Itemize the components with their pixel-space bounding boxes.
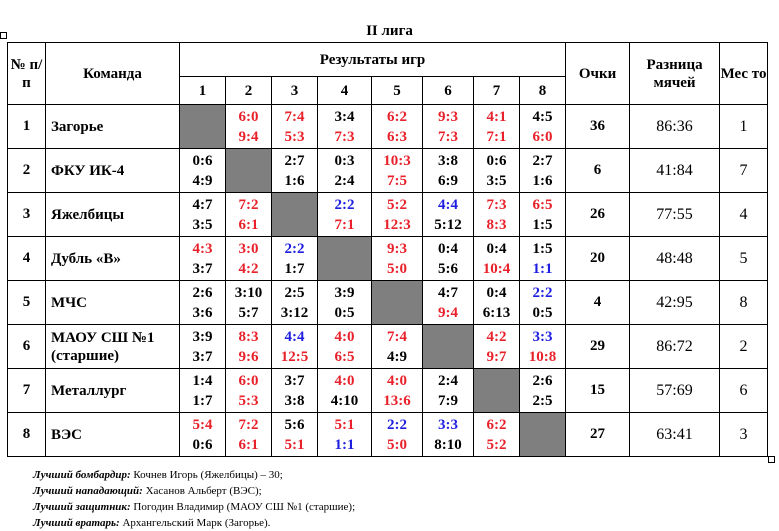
table-row: [8, 325, 768, 369]
home-score: 2:4: [438, 372, 458, 389]
self-match-cell: [423, 325, 474, 369]
score-cell: [372, 149, 423, 193]
home-score: 4:0: [334, 372, 355, 389]
away-score: 8:3: [486, 216, 507, 233]
row-number: 8: [8, 413, 46, 457]
away-score: 9:7: [486, 348, 507, 365]
home-score: 7:2: [238, 416, 259, 433]
away-score: 6:3: [387, 128, 407, 145]
score-cell: [180, 193, 226, 237]
note-text: Архангельский Марк (Загорье).: [119, 517, 271, 529]
awards-notes: [33, 467, 355, 531]
home-score: 7:4: [387, 328, 407, 345]
score-cell: [372, 237, 423, 281]
score-cell: [272, 149, 318, 193]
home-score: 2:6: [532, 372, 553, 389]
note-text: Погодин Владимир (МАОУ СШ №1 (старшие);: [130, 501, 356, 513]
away-score: 5:7: [238, 304, 259, 321]
row-number: 3: [8, 193, 46, 237]
score-cell: [423, 149, 474, 193]
score-cell: [272, 413, 318, 457]
home-score: 4:2: [486, 328, 507, 345]
away-score: 6:9: [438, 172, 458, 189]
home-score: 7:3: [486, 196, 507, 213]
score-cell: [520, 105, 566, 149]
home-score: 0:3: [334, 152, 355, 169]
home-score: 10:3: [383, 152, 411, 169]
score-cell: [423, 369, 474, 413]
home-score: 0:4: [486, 284, 507, 301]
table-resize-handle[interactable]: [768, 456, 775, 463]
goal-diff-cell: 42:95: [630, 281, 720, 325]
score-cell: [474, 193, 520, 237]
score-cell: [180, 413, 226, 457]
home-score: 5:4: [192, 416, 213, 433]
score-cell: [180, 149, 226, 193]
points-cell: 36: [566, 105, 630, 149]
away-score: 2:5: [532, 392, 553, 409]
table-row: [8, 149, 768, 193]
away-score: 7:3: [438, 128, 458, 145]
away-score: 7:1: [334, 216, 355, 233]
home-score: 2:2: [387, 416, 407, 433]
row-number: 1: [8, 105, 46, 149]
home-score: 2:2: [532, 284, 553, 301]
place-cell: 6: [720, 369, 768, 413]
header-team: Команда: [46, 43, 180, 105]
away-score: 1:7: [284, 260, 305, 277]
home-score: 6:2: [387, 108, 407, 125]
score-cell: [180, 325, 226, 369]
goal-diff-cell: 57:69: [630, 369, 720, 413]
home-score: 5:1: [334, 416, 355, 433]
header-col-1: 1: [180, 77, 226, 105]
self-match-cell: [474, 369, 520, 413]
goal-diff-cell: 48:48: [630, 237, 720, 281]
home-score: 4:4: [438, 196, 458, 213]
table-row: [8, 369, 768, 413]
away-score: 3:12: [280, 304, 309, 321]
note-line: [33, 467, 355, 483]
row-number: 6: [8, 325, 46, 369]
note-line: [33, 515, 355, 531]
self-match-cell: [520, 413, 566, 457]
away-score: 0:5: [334, 304, 355, 321]
header-num: № п/п: [8, 43, 46, 105]
self-match-cell: [180, 105, 226, 149]
header-col-6: 6: [423, 77, 474, 105]
away-score: 5:6: [438, 260, 458, 277]
score-cell: [226, 325, 272, 369]
score-cell: [226, 281, 272, 325]
away-score: 5:1: [284, 436, 305, 453]
note-line: [33, 499, 355, 515]
home-score: 4:5: [532, 108, 553, 125]
note-label: Лучший вратарь:: [33, 517, 120, 529]
home-score: 8:3: [238, 328, 259, 345]
score-cell: [272, 325, 318, 369]
away-score: 12:5: [280, 348, 309, 365]
score-cell: [226, 105, 272, 149]
home-score: 6:5: [532, 196, 553, 213]
place-cell: 8: [720, 281, 768, 325]
score-cell: [226, 193, 272, 237]
away-score: 6:1: [238, 216, 259, 233]
home-score: 3:9: [334, 284, 355, 301]
home-score: 9:3: [438, 108, 458, 125]
row-number: 4: [8, 237, 46, 281]
score-cell: [520, 281, 566, 325]
team-name: МАОУ СШ №1 (старшие): [46, 325, 180, 369]
home-score: 4:7: [438, 284, 458, 301]
score-cell: [180, 237, 226, 281]
goal-diff-cell: 86:36: [630, 105, 720, 149]
away-score: 5:2: [486, 436, 507, 453]
header-col-7: 7: [474, 77, 520, 105]
away-score: 1:6: [532, 172, 553, 189]
points-cell: 20: [566, 237, 630, 281]
home-score: 0:6: [486, 152, 507, 169]
points-cell: 27: [566, 413, 630, 457]
home-score: 4:1: [486, 108, 507, 125]
away-score: 3:5: [486, 172, 507, 189]
home-score: 2:7: [284, 152, 305, 169]
score-cell: [318, 105, 372, 149]
header-col-5: 5: [372, 77, 423, 105]
score-cell: [318, 193, 372, 237]
note-line: [33, 483, 355, 499]
note-label: Лучший нападающий:: [33, 485, 143, 497]
away-score: 0:5: [532, 304, 553, 321]
away-score: 3:6: [192, 304, 213, 321]
away-score: 7:5: [387, 172, 407, 189]
away-score: 10:8: [528, 348, 557, 365]
team-name: Металлург: [46, 369, 180, 413]
score-cell: [272, 105, 318, 149]
header-col-4: 4: [318, 77, 372, 105]
home-score: 3:0: [238, 240, 259, 257]
away-score: 7:1: [486, 128, 507, 145]
score-cell: [520, 237, 566, 281]
row-number: 5: [8, 281, 46, 325]
self-match-cell: [226, 149, 272, 193]
away-score: 9:4: [438, 304, 458, 321]
team-name: МЧС: [46, 281, 180, 325]
header-col-2: 2: [226, 77, 272, 105]
note-text: Хасанов Альберт (ВЭС);: [142, 485, 262, 497]
team-name: Дубль «В»: [46, 237, 180, 281]
away-score: 4:10: [330, 392, 359, 409]
home-score: 6:0: [238, 372, 259, 389]
away-score: 3:7: [192, 348, 213, 365]
away-score: 7:9: [438, 392, 458, 409]
home-score: 0:6: [192, 152, 213, 169]
home-score: 3:4: [334, 108, 355, 125]
standings-table: [7, 42, 768, 457]
away-score: 4:9: [387, 348, 407, 365]
table-row: [8, 413, 768, 457]
team-name: ФКУ ИК-4: [46, 149, 180, 193]
score-cell: [272, 281, 318, 325]
home-score: 6:0: [238, 108, 259, 125]
team-name: Яжелбицы: [46, 193, 180, 237]
score-cell: [474, 237, 520, 281]
row-number: 2: [8, 149, 46, 193]
away-score: 1:7: [192, 392, 213, 409]
away-score: 5:12: [434, 216, 462, 233]
home-score: 2:6: [192, 284, 213, 301]
score-cell: [180, 369, 226, 413]
points-cell: 4: [566, 281, 630, 325]
points-cell: 6: [566, 149, 630, 193]
home-score: 1:5: [532, 240, 553, 257]
table-row: [8, 237, 768, 281]
home-score: 3:8: [438, 152, 458, 169]
points-cell: 29: [566, 325, 630, 369]
score-cell: [318, 325, 372, 369]
away-score: 1:1: [532, 260, 553, 277]
note-label: Лучший бомбардир:: [33, 469, 131, 481]
place-cell: 7: [720, 149, 768, 193]
away-score: 5:0: [387, 260, 407, 277]
note-label: Лучший защитник:: [33, 501, 131, 513]
away-score: 10:4: [482, 260, 511, 277]
home-score: 2:5: [284, 284, 305, 301]
self-match-cell: [372, 281, 423, 325]
score-cell: [474, 149, 520, 193]
goal-diff-cell: 77:55: [630, 193, 720, 237]
score-cell: [318, 413, 372, 457]
home-score: 0:4: [438, 240, 458, 257]
score-cell: [520, 325, 566, 369]
score-cell: [372, 369, 423, 413]
place-cell: 4: [720, 193, 768, 237]
score-cell: [226, 413, 272, 457]
away-score: 5:3: [284, 128, 305, 145]
note-text: Кочнев Игорь (Яжелбицы) – 30;: [130, 469, 283, 481]
away-score: 7:3: [334, 128, 355, 145]
away-score: 5:3: [238, 392, 259, 409]
away-score: 1:5: [532, 216, 553, 233]
away-score: 1:6: [284, 172, 305, 189]
away-score: 2:4: [334, 172, 355, 189]
away-score: 1:1: [334, 436, 355, 453]
page-title: II лига: [366, 23, 413, 39]
place-cell: 5: [720, 237, 768, 281]
home-score: 6:2: [486, 416, 507, 433]
score-cell: [520, 193, 566, 237]
home-score: 4:4: [284, 328, 305, 345]
goal-diff-cell: 63:41: [630, 413, 720, 457]
place-cell: 1: [720, 105, 768, 149]
score-cell: [423, 105, 474, 149]
home-score: 7:4: [284, 108, 305, 125]
table-row: [8, 281, 768, 325]
team-name: ВЭС: [46, 413, 180, 457]
score-cell: [372, 325, 423, 369]
table-row: [8, 193, 768, 237]
home-score: 3:3: [532, 328, 553, 345]
header-points: Очки: [566, 43, 630, 105]
score-cell: [423, 413, 474, 457]
home-score: 4:3: [192, 240, 213, 257]
home-score: 3:3: [438, 416, 458, 433]
score-cell: [372, 413, 423, 457]
score-cell: [474, 281, 520, 325]
score-cell: [226, 369, 272, 413]
score-cell: [372, 105, 423, 149]
away-score: 4:9: [192, 172, 213, 189]
header-col-3: 3: [272, 77, 318, 105]
self-match-cell: [272, 193, 318, 237]
away-score: 12:3: [383, 216, 411, 233]
goal-diff-cell: 86:72: [630, 325, 720, 369]
points-cell: 15: [566, 369, 630, 413]
place-cell: 3: [720, 413, 768, 457]
score-cell: [318, 149, 372, 193]
away-score: 6:13: [482, 304, 511, 321]
home-score: 4:0: [334, 328, 355, 345]
score-cell: [272, 237, 318, 281]
home-score: 5:6: [284, 416, 305, 433]
away-score: 9:4: [238, 128, 259, 145]
score-cell: [520, 149, 566, 193]
away-score: 3:8: [284, 392, 305, 409]
score-cell: [474, 325, 520, 369]
away-score: 3:5: [192, 216, 213, 233]
home-score: 5:2: [387, 196, 407, 213]
score-cell: [474, 105, 520, 149]
home-score: 9:3: [387, 240, 407, 257]
table-row: [8, 105, 768, 149]
score-cell: [226, 237, 272, 281]
score-cell: [318, 281, 372, 325]
team-name: Загорье: [46, 105, 180, 149]
score-cell: [423, 281, 474, 325]
away-score: 6:0: [532, 128, 553, 145]
home-score: 4:7: [192, 196, 213, 213]
score-cell: [423, 237, 474, 281]
header-col-8: 8: [520, 77, 566, 105]
score-cell: [180, 281, 226, 325]
home-score: 0:4: [486, 240, 507, 257]
header-diff: Разница мячей: [630, 43, 720, 105]
away-score: 9:6: [238, 348, 259, 365]
home-score: 2:2: [284, 240, 305, 257]
home-score: 4:0: [387, 372, 407, 389]
score-cell: [520, 369, 566, 413]
points-cell: 26: [566, 193, 630, 237]
home-score: 3:9: [192, 328, 213, 345]
score-cell: [272, 369, 318, 413]
place-cell: 2: [720, 325, 768, 369]
header-results: Результаты игр: [180, 43, 566, 77]
self-match-cell: [318, 237, 372, 281]
home-score: 2:2: [334, 196, 355, 213]
home-score: 3:10: [234, 284, 263, 301]
home-score: 7:2: [238, 196, 259, 213]
away-score: 4:2: [238, 260, 259, 277]
away-score: 0:6: [192, 436, 213, 453]
away-score: 6:5: [334, 348, 355, 365]
goal-diff-cell: 41:84: [630, 149, 720, 193]
home-score: 1:4: [192, 372, 213, 389]
away-score: 8:10: [434, 436, 462, 453]
home-score: 3:7: [284, 372, 305, 389]
away-score: 13:6: [383, 392, 411, 409]
score-cell: [372, 193, 423, 237]
away-score: 3:7: [192, 260, 213, 277]
header-place: Мес то: [720, 43, 768, 105]
row-number: 7: [8, 369, 46, 413]
score-cell: [423, 193, 474, 237]
home-score: 2:7: [532, 152, 553, 169]
away-score: 5:0: [387, 436, 407, 453]
score-cell: [318, 369, 372, 413]
away-score: 6:1: [238, 436, 259, 453]
score-cell: [474, 413, 520, 457]
